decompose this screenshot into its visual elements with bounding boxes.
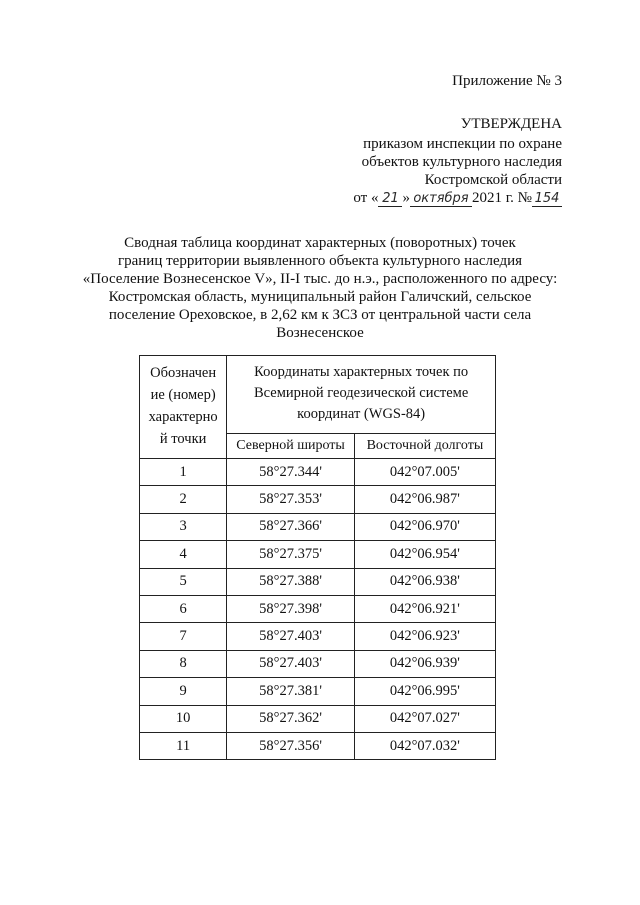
document-title bbox=[70, 234, 570, 342]
appendix-label: Приложение № 3 bbox=[452, 73, 562, 89]
point-header-line-4: й точки bbox=[159, 431, 207, 447]
point-number: 7 bbox=[140, 623, 227, 650]
title-line-2: границ территории выявленного объекта культурного наследия bbox=[117, 253, 523, 269]
latitude-cell: 58°27.356' bbox=[227, 732, 355, 759]
longitude-cell: 042°07.032' bbox=[354, 732, 495, 759]
point-number: 11 bbox=[140, 732, 227, 759]
title-line-4: Костромская область, муниципальный район Галичский, сельское bbox=[108, 289, 532, 305]
point-number-header bbox=[140, 356, 227, 459]
title-line-1: Сводная таблица координат характерных (поворотных) точек bbox=[124, 235, 516, 251]
longitude-cell: 042°06.938' bbox=[354, 568, 495, 595]
longitude-cell: 042°06.970' bbox=[354, 513, 495, 540]
order-reference bbox=[353, 189, 562, 207]
longitude-cell: 042°07.005' bbox=[354, 459, 495, 486]
point-number: 6 bbox=[140, 595, 227, 622]
latitude-cell: 58°27.344' bbox=[227, 459, 355, 486]
longitude-cell: 042°07.027' bbox=[354, 705, 495, 732]
longitude-cell: 042°06.995' bbox=[354, 678, 495, 705]
latitude-cell: 58°27.403' bbox=[227, 623, 355, 650]
title-line-6: Вознесенское bbox=[276, 325, 364, 341]
coordinates-group-header bbox=[227, 356, 496, 434]
latitude-cell: 58°27.353' bbox=[227, 486, 355, 513]
point-number: 4 bbox=[140, 541, 227, 568]
order-mid: » bbox=[402, 190, 410, 206]
point-number: 2 bbox=[140, 486, 227, 513]
point-header-line-2: ие (номер) bbox=[150, 387, 216, 403]
latitude-cell: 58°27.403' bbox=[227, 650, 355, 677]
point-number: 3 bbox=[140, 513, 227, 540]
table-row bbox=[140, 541, 496, 568]
table-row bbox=[140, 513, 496, 540]
title-line-3: «Поселение Вознесенское V», II-I тыс. до н.э., расположенного по адресу: bbox=[82, 271, 558, 287]
latitude-cell: 58°27.362' bbox=[227, 705, 355, 732]
longitude-header: Восточной долготы bbox=[354, 434, 495, 459]
group-header-line-1: Координаты характерных точек по bbox=[254, 364, 469, 380]
latitude-cell: 58°27.388' bbox=[227, 568, 355, 595]
longitude-cell: 042°06.954' bbox=[354, 541, 495, 568]
point-number: 5 bbox=[140, 568, 227, 595]
coordinates-table bbox=[139, 355, 496, 760]
longitude-cell: 042°06.923' bbox=[354, 623, 495, 650]
order-year-text: 2021 г. № bbox=[471, 190, 532, 206]
handwritten-order-number: 154 bbox=[532, 192, 562, 207]
latitude-cell: 58°27.398' bbox=[227, 595, 355, 622]
handwritten-month: октября bbox=[410, 192, 472, 207]
point-header-line-1: Обозначен bbox=[150, 365, 217, 381]
table-row bbox=[140, 705, 496, 732]
table-row bbox=[140, 678, 496, 705]
approval-line-3: Костромской области bbox=[424, 172, 562, 188]
group-header-line-2: Всемирной геодезической системе bbox=[253, 385, 469, 401]
approval-heading: УТВЕРЖДЕНА bbox=[460, 116, 562, 132]
approval-block bbox=[353, 115, 562, 207]
longitude-cell: 042°06.921' bbox=[354, 595, 495, 622]
point-number: 10 bbox=[140, 705, 227, 732]
approval-line-1: приказом инспекции по охране bbox=[363, 136, 562, 152]
table-row bbox=[140, 623, 496, 650]
table-row bbox=[140, 568, 496, 595]
approval-line-2: объектов культурного наследия bbox=[361, 154, 562, 170]
latitude-header: Северной широты bbox=[227, 434, 355, 459]
table-row bbox=[140, 595, 496, 622]
table-row bbox=[140, 732, 496, 759]
handwritten-day: 21 bbox=[378, 192, 402, 207]
latitude-cell: 58°27.381' bbox=[227, 678, 355, 705]
point-header-line-3: характерно bbox=[148, 409, 218, 425]
order-prefix: от « bbox=[353, 190, 379, 206]
title-line-5: поселение Ореховское, в 2,62 км к ЗСЗ от центральной части села bbox=[108, 307, 532, 323]
table-row bbox=[140, 486, 496, 513]
table-row bbox=[140, 650, 496, 677]
table-row bbox=[140, 459, 496, 486]
longitude-cell: 042°06.939' bbox=[354, 650, 495, 677]
latitude-cell: 58°27.375' bbox=[227, 541, 355, 568]
point-number: 8 bbox=[140, 650, 227, 677]
longitude-cell: 042°06.987' bbox=[354, 486, 495, 513]
latitude-cell: 58°27.366' bbox=[227, 513, 355, 540]
point-number: 1 bbox=[140, 459, 227, 486]
point-number: 9 bbox=[140, 678, 227, 705]
group-header-line-3: координат (WGS-84) bbox=[297, 406, 426, 422]
